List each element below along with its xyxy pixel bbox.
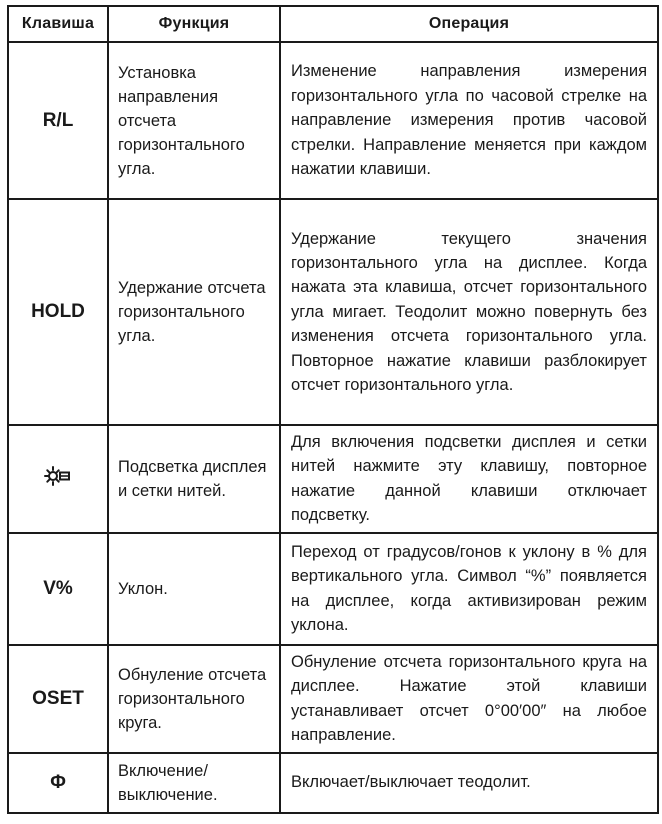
function-cell: Обнуление отсчета горизонтального круга.: [108, 645, 280, 753]
operation-cell: Удержание текущего значения горизонтального угла на дисплее. Когда нажата эта клавиша, отсчет горизонтального угла мигает. Теодолит можно повернуть без изменения отсчета горизонтального угла. Повторное нажатие клавиши разблокирует отсчет горизонтального угла.: [280, 199, 658, 425]
table-row: [8, 425, 658, 533]
key-functions-table: [7, 5, 659, 814]
function-cell: Подсветка дисплея и сетки нитей.: [108, 425, 280, 533]
table-row: [8, 645, 658, 753]
function-cell: Включение/ выключение.: [108, 753, 280, 813]
key-cell: [8, 425, 108, 533]
table-row: [8, 199, 658, 425]
backlight-icon: [43, 464, 73, 488]
header-key: Клавиша: [8, 6, 108, 42]
operation-cell: Обнуление отсчета горизонтального круга на дисплее. Нажатие этой клавиши устанавливает отсчет 0°00′00″ на любое направление.: [280, 645, 658, 753]
function-cell: Уклон.: [108, 533, 280, 645]
header-function: Функция: [108, 6, 280, 42]
key-cell: HOLD: [8, 199, 108, 425]
function-cell: Удержание отсчета горизонтального угла.: [108, 199, 280, 425]
key-cell: OSET: [8, 645, 108, 753]
key-cell: R/L: [8, 42, 108, 199]
operation-cell: Включает/выключает теодолит.: [280, 753, 658, 813]
operation-cell: Для включения подсветки дисплея и сетки нитей нажмите эту клавишу, повторное нажатие данной клавиши отключает подсветку.: [280, 425, 658, 533]
operation-cell: Изменение направления измерения горизонтального угла по часовой стрелке на направление измерения против часовой стрелки. Направление меняется при каждом нажатии клавиши.: [280, 42, 658, 199]
table-row: [8, 753, 658, 813]
key-cell: Φ: [8, 753, 108, 813]
header-operation: Операция: [280, 6, 658, 42]
function-cell: Установка направления отсчета горизонтального угла.: [108, 42, 280, 199]
header-row: [8, 6, 658, 42]
table-row: [8, 533, 658, 645]
key-cell: V%: [8, 533, 108, 645]
operation-cell: Переход от градусов/гонов к уклону в % для вертикального угла. Символ “%” появляется на дисплее, когда активизирован режим уклона.: [280, 533, 658, 645]
table-row: [8, 42, 658, 199]
